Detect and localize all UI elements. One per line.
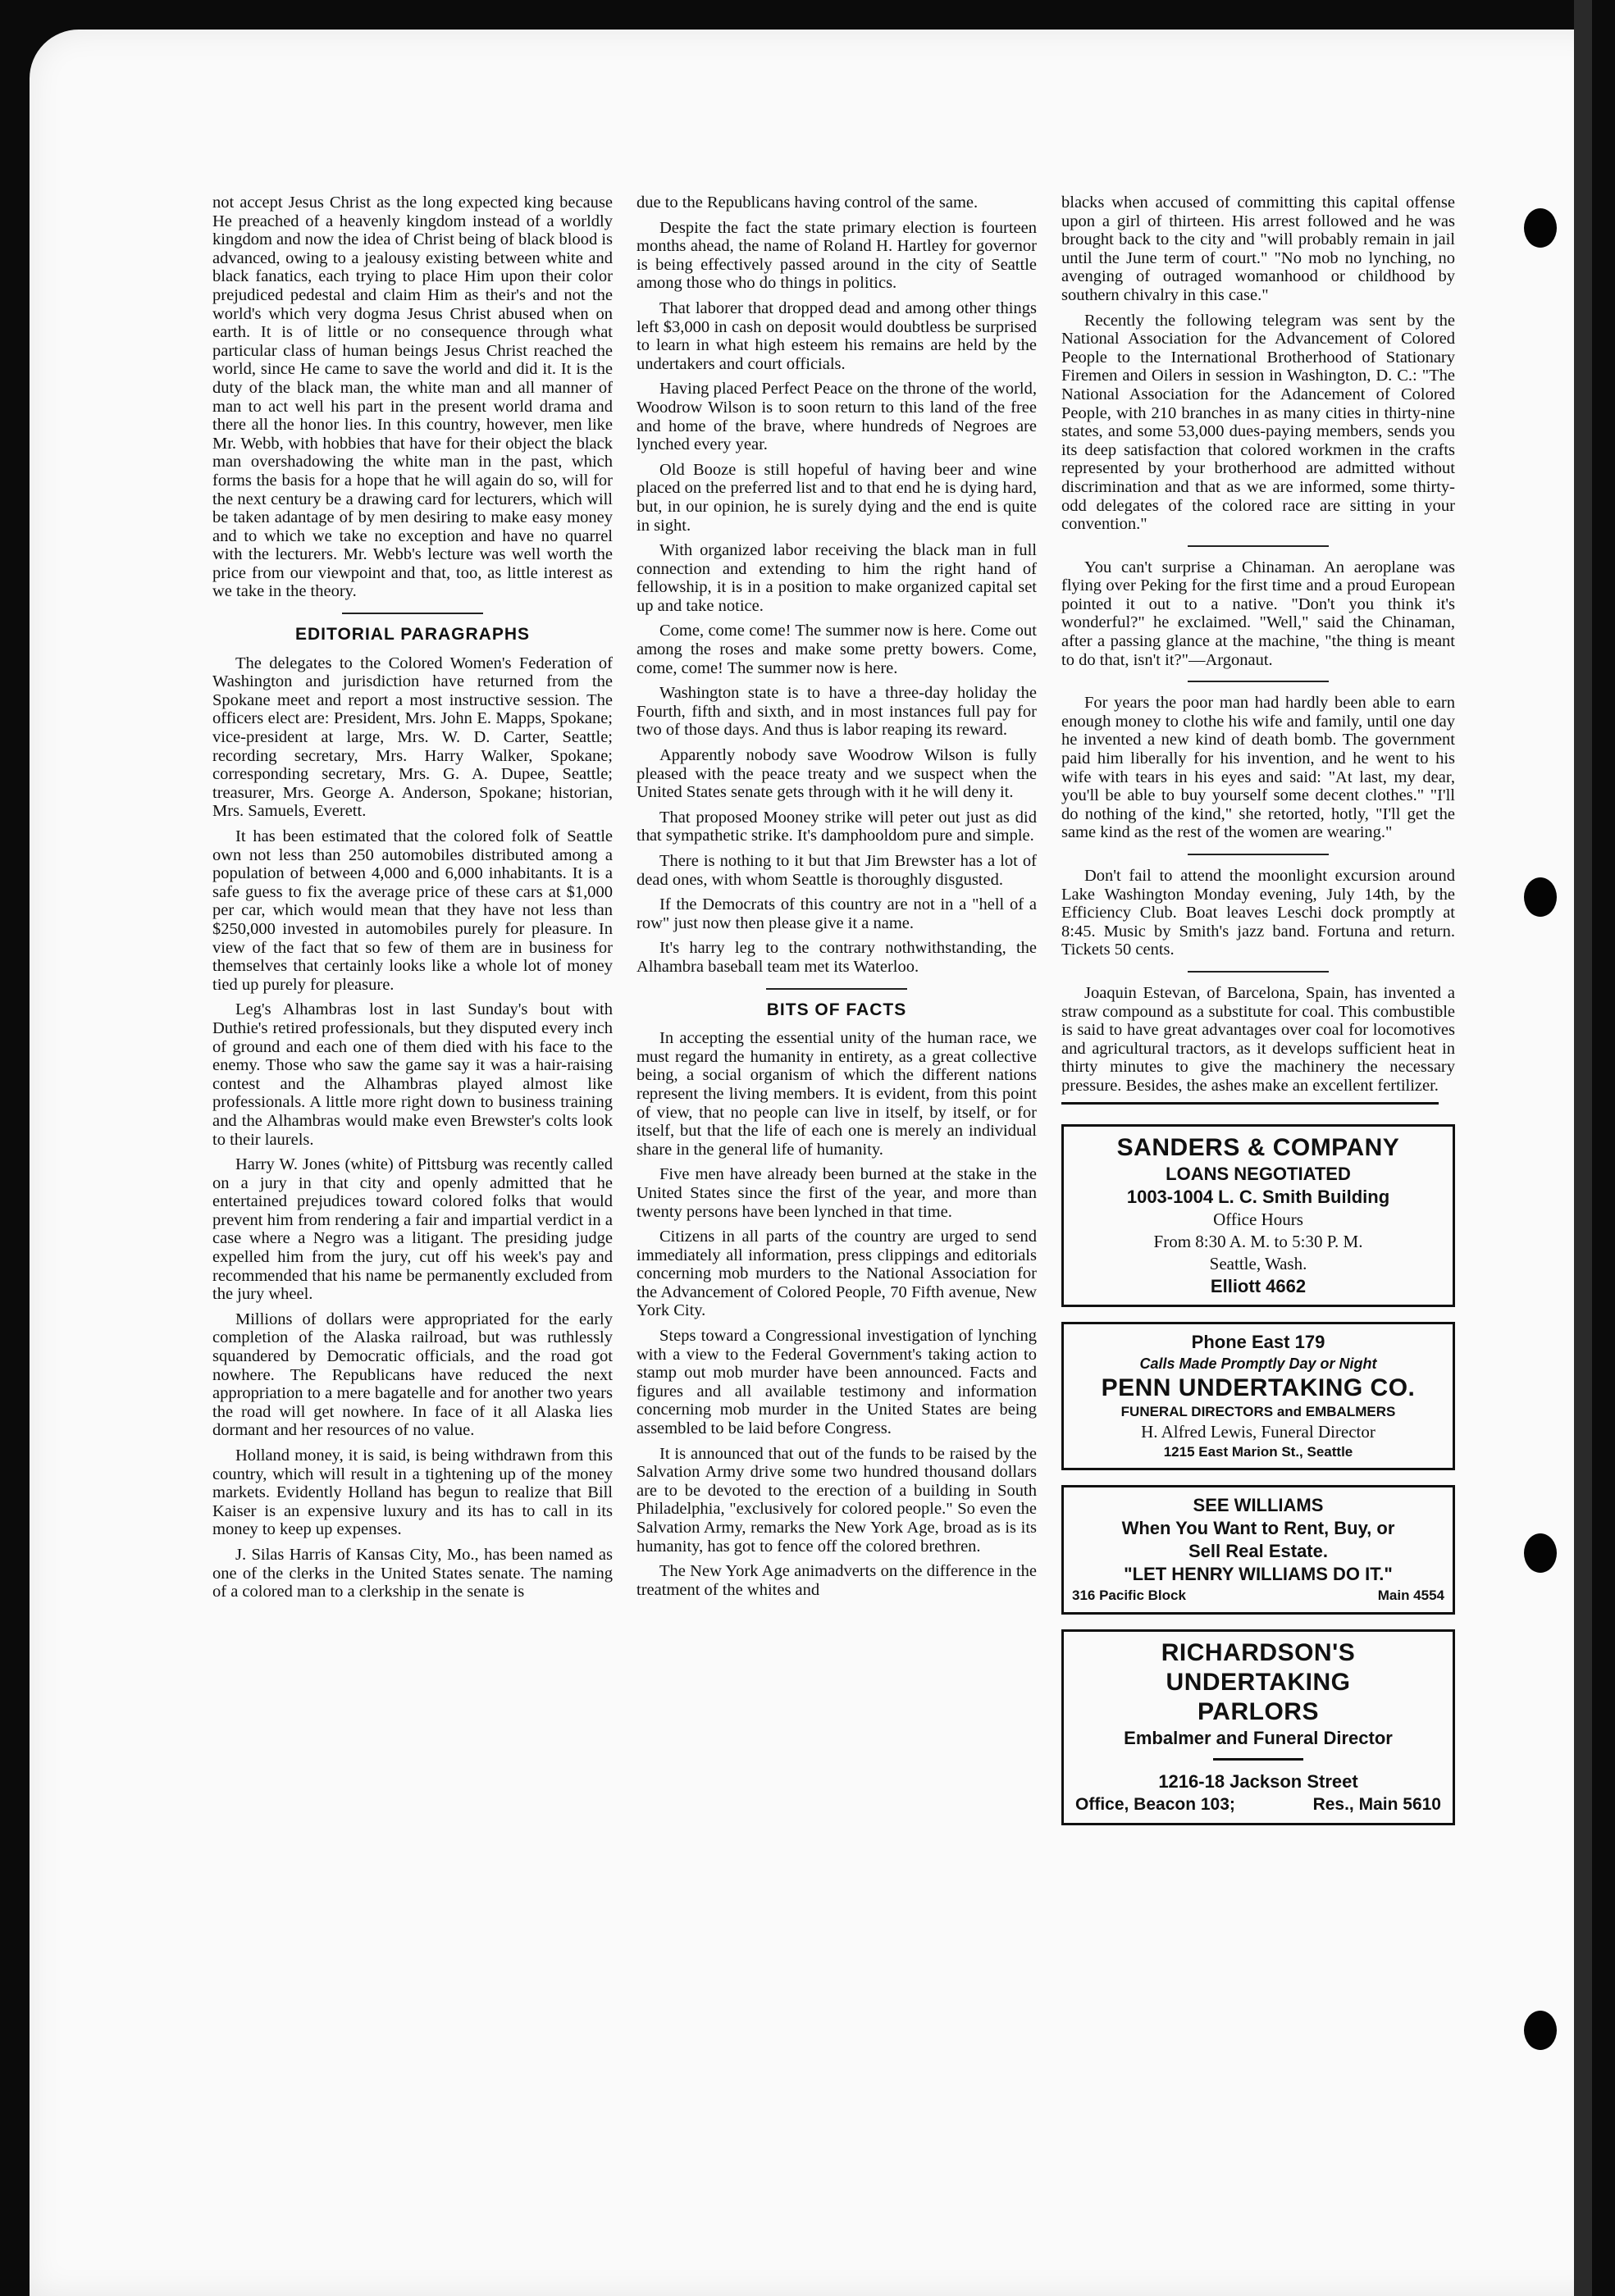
paragraph: It is announced that out of the funds to be raised by the Salvation Army drive some two hundred thousand dollars are to be devoted to the erection of a building in South Philadelphia, "exclusively for colored people." So even the Salvation Army, remarks the New York Age, broad as is its humanity, has got to fence off the colored brethren. xyxy=(636,1444,1037,1556)
ad-contact-row xyxy=(1072,1586,1444,1606)
ad-line: When You Want to Rent, Buy, or xyxy=(1121,1517,1395,1538)
paragraph: You can't surprise a Chinaman. An aeroplane was flying over Peking for the first time and a proud European pointed it out to a native. "Don't you think it's wonderful?" he exclaimed. "Well," said the Chinaman, after a passing glance at the machine, "the thing is meant to do that, isn't it?"—Argonaut. xyxy=(1061,558,1455,669)
ad-address: 1216-18 Jackson Street xyxy=(1158,1770,1358,1792)
ad-line: H. Alfred Lewis, Funeral Director xyxy=(1141,1421,1375,1442)
paragraph: Harry W. Jones (white) of Pittsburg was recently called on a jury in that city and openly admitted that he entertained prejudices toward colored folks that would prevent him from rendering a fair and impartial verdict in a case where a Negro was a litigant. The presiding judge expelled him from the jury, cut off his week's pay and recommended that his name be permanently excluded from the jury wheel. xyxy=(212,1155,613,1304)
column-3 xyxy=(1061,194,1455,1840)
ad-line: LOANS NEGOTIATED xyxy=(1166,1163,1351,1184)
scan-border xyxy=(1592,0,1615,2296)
paragraph: Having placed Perfect Peace on the throne of the world, Woodrow Wilson is to soon return to this land of the free and home of the brave, where hundreds of Negroes are lynched every year. xyxy=(636,380,1037,454)
ad-title: SANDERS & COMPANY xyxy=(1116,1133,1400,1161)
paragraph: Washington state is to have a three-day holiday the Fourth, fifth and sixth, and in most instances full pay for two of those days. And thus is labor reaping its reward. xyxy=(636,684,1037,740)
ad-title: SEE WILLIAMS xyxy=(1193,1494,1324,1515)
paragraph: Five men have already been burned at the stake in the United States since the first of the year, and more than twenty persons have been lynched in that time. xyxy=(636,1165,1037,1221)
col1-intro xyxy=(212,194,613,601)
ad-line: Embalmer and Funeral Director xyxy=(1124,1727,1393,1748)
paragraph: The delegates to the Colored Women's Federation of Washington and jurisdiction have returned from the Spokane meet and report a most instructive session. The officers elect are: President, Mrs. John E. Mapps, Spokane; vice-president at large, Mrs. W. D. Carter, Seattle; recording secretary, Mrs. Harry Walker, Spokane; corresponding secretary, Mrs. G. A. Dupee, Seattle; treasurer, Mrs. George A. Anderson, Spokane; historian, Mrs. Samuels, Everett. xyxy=(212,654,613,821)
ads-top-rule xyxy=(1061,1102,1439,1105)
ad-richardson-undertaking xyxy=(1061,1629,1455,1825)
ad-line: FUNERAL DIRECTORS and EMBALMERS xyxy=(1120,1403,1396,1419)
paragraph: J. Silas Harris of Kansas City, Mo., has been named as one of the clerks in the United States senate. The naming of a colored man to a clerkship in the senate is xyxy=(212,1545,613,1601)
paragraph: Millions of dollars were appropriated for the early completion of the Alaska railroad, but was ruthlessly squandered by Democratic officials, and the road got nowhere. The Republicans have reduced the next appropriation to a mere bagatelle and for another two years the road will get nowhere. In face of it all Alaska lies dormant and her resources of no value. xyxy=(212,1310,613,1440)
paragraph: not accept Jesus Christ as the long expected king because He preached of a heavenly kingdom instead of a worldly kingdom and now the idea of Christ being of black blood is advanced, owing to a jealousy existing between white and black fanatics, each trying to place Him upon their color prejudiced pedestal and claim Him as their's and not the world's which very dogma Jesus Christ abused when on earth. It is of little or no consequence through what particular class of human beings Jesus Christ reached the world, since He came to save the world and did it. It is the duty of the black man, the white man and all manner of man to act well his part in the present world drama and there all the honor lies. In this country, however, men like Mr. Webb, with hobbies that have for their object the black man overshadowing the white man in the past, which forms the basis for a hope that he will again do so, will for the next century be a drawing card for lecturers, which will be taken adantage of by men desiring to make easy money and to which we take no exception and have no quarrel with the lecturers. Mr. Webb's lecture was well worth the price from our viewpoint and that, too, as little interest as we take in the theory. xyxy=(212,194,613,601)
editorial-paragraphs-heading: EDITORIAL PARAGRAPHS xyxy=(294,625,531,645)
ad-title: RICHARDSON'S UNDERTAKING xyxy=(1161,1638,1356,1696)
paragraph: Apparently nobody save Woodrow Wilson is fully pleased with the peace treaty and we suspect when the United States senate gets through with it he will deny it. xyxy=(636,746,1037,802)
col2-top xyxy=(636,194,1037,977)
paragraph: Come, come come! The summer now is here. Come out among the roses and make some pretty bowers. Come, come, come! The summer now is here. xyxy=(636,622,1037,677)
col1-body xyxy=(212,654,613,1601)
page-edge xyxy=(1574,0,1592,2296)
ad-line: From 8:30 A. M. to 5:30 P. M. xyxy=(1153,1231,1363,1251)
separator-rule xyxy=(1188,545,1329,547)
column-1 xyxy=(212,194,613,1608)
binder-hole xyxy=(1524,1533,1557,1573)
ad-title: PARLORS xyxy=(1198,1697,1319,1725)
ad-line: Seattle, Wash. xyxy=(1209,1253,1307,1273)
newspaper-page xyxy=(30,30,1606,2296)
paragraph: Holland money, it is said, is being withdrawn from this country, which will result in a tightening up of the money markets. Evidently Holland has begun to realize that Bill Kaiser is an expensive luxury and its has to call in its money to keep up expenses. xyxy=(212,1446,613,1539)
paragraph: The New York Age animadverts on the difference in the treatment of the whites and xyxy=(636,1562,1037,1599)
separator-rule xyxy=(342,613,483,614)
separator-rule xyxy=(766,988,907,990)
ad-line: Office Hours xyxy=(1213,1209,1303,1229)
ad-title: PENN UNDERTAKING CO. xyxy=(1101,1374,1416,1401)
paragraph: In accepting the essential unity of the human race, we must regard the humanity in entirety, as a great collective being, a social organism of which the different nations represent the living members. It is evident, from this point of view, that no people can live in itself, by itself, or for itself, but that the life of each one is merely an individual share in the general life of humanity. xyxy=(636,1029,1037,1159)
column-2 xyxy=(636,194,1037,1606)
ad-phone: Elliott 4662 xyxy=(1210,1275,1307,1296)
paragraph: There is nothing to it but that Jim Brewster has a lot of dead ones, with whom Seattle is thoroughly disgusted. xyxy=(636,852,1037,889)
separator-rule xyxy=(1188,854,1329,855)
separator-rule xyxy=(1188,971,1329,973)
ad-address: 316 Pacific Block xyxy=(1072,1587,1186,1603)
ad-line: 1003-1004 L. C. Smith Building xyxy=(1126,1186,1390,1207)
paragraph: due to the Republicans having control of the same. xyxy=(636,194,979,212)
ad-penn-undertaking xyxy=(1061,1322,1455,1470)
ad-phone: Res., Main 5610 xyxy=(1312,1794,1441,1814)
ad-address: 1215 East Marion St., Seattle xyxy=(1163,1443,1353,1460)
binder-hole xyxy=(1524,2011,1557,2050)
paragraph: With organized labor receiving the black man in full connection and extending to him the right hand of fellowship, it is in a position to make organized capital set up and take notice. xyxy=(636,541,1037,615)
binder-hole xyxy=(1524,208,1557,248)
ad-contact-row xyxy=(1072,1793,1444,1816)
paragraph: If the Democrats of this country are not in a "hell of a row" just now then please give it a name. xyxy=(636,895,1037,932)
ad-sanders-company xyxy=(1061,1124,1455,1307)
paragraph: That laborer that dropped dead and among other things left $3,000 in cash on deposit would doubtless be surprised to learn in what high esteem his remains are held by the undertakers and court officials. xyxy=(636,298,1037,373)
ad-line: Calls Made Promptly Day or Night xyxy=(1139,1355,1377,1372)
paragraph: Recently the following telegram was sent by the National Association for the Advancement of Colored People to the International Brotherhood of Stationary Firemen and Oilers in session in Washington, D. C.: "The National Association for the Adancement of Colored People, with 210 branches in as many cities in thirty-nine states, and some 53,000 dues-paying members, sends you its deep satisfaction that colored workmen in the crafts represented by your brotherhood are admitted without discrimination and that as we are informed, some thirty-odd delegates of the colored race are sitting in your convention." xyxy=(1061,311,1455,534)
paragraph: Leg's Alhambras lost in last Sunday's bout with Duthie's retired professionals, but they disputed every inch of ground and each one of them died with his face to the enemy. Those who saw the game say it was a hair-raising contest and the Alhambras played almost like professionals. A little more right down to business training and the Alhambras would make even Brewster's colts look to their laurels. xyxy=(212,1000,613,1149)
ad-phone: Main 4554 xyxy=(1377,1587,1444,1603)
ad-see-williams xyxy=(1061,1485,1455,1615)
paragraph: For years the poor man had hardly been able to earn enough money to clothe his wife and family, until one day he invented a new kind of death bomb. The government paid him liberally for his invention, and he went to his wife with tears in his eyes and said: "At last, my dear, you'll be able to buy yourself some decent clothes." "I'll do nothing of the kind," she retorted, hotly, "I'll get the same kind as the rest of the women are wearing." xyxy=(1061,694,1455,842)
bits-of-facts-heading: BITS OF FACTS xyxy=(766,1000,907,1019)
separator-rule xyxy=(1188,681,1329,682)
binder-hole xyxy=(1524,877,1557,917)
paragraph: Steps toward a Congressional investigation of lynching with a view to the Federal Government's taking action to stamp out mob murder have been announced. Facts and figures and all available testimony and information concerning mob murder in the United States are being assembled to be laid before Congress. xyxy=(636,1327,1037,1438)
ad-phone: Office, Beacon 103; xyxy=(1075,1794,1235,1814)
paragraph: It's harry leg to the contrary nothwithstanding, the Alhambra baseball team met its Waterloo. xyxy=(636,939,1037,976)
paragraph: blacks when accused of committing this capital offense upon a girl of thirteen. His arrest followed and he was brought back to the city and "will probably remain in jail until the June term of court." "No mob no lynching, no avenging of outraged womanhood or childhood by southern chivalry in this case." xyxy=(1061,194,1455,304)
paragraph: Despite the fact the state primary election is fourteen months ahead, the name of Roland H. Hartley for governor is being effectively passed around in the city of Seattle among those who do things in politics. xyxy=(636,218,1037,293)
paragraph: That proposed Mooney strike will peter out just as did that sympathetic strike. It's damphooldom pure and simple. xyxy=(636,808,1037,845)
ad-phone: Phone East 179 xyxy=(1191,1331,1325,1352)
ad-slogan: "LET HENRY WILLIAMS DO IT." xyxy=(1124,1563,1393,1584)
paragraph: Joaquin Estevan, of Barcelona, Spain, has invented a straw compound as a substitute for coal. This combustible is said to have great advantages over coal for locomotives and agricultural tractors, as it develops sufficient heat in thirty minutes to give the machinery the necessary pressure. Besides, the ashes make an excellent fertilizer. xyxy=(1061,983,1455,1095)
paragraph: Don't fail to attend the moonlight excursion around Lake Washington Monday evening, July 14th, by the Efficiency Club. Boat leaves Leschi dock promptly at 8:45. Music by Smith's jazz band. Fortuna and return. Tickets 50 cents. xyxy=(1061,867,1455,959)
paragraph: Old Booze is still hopeful of having beer and wine placed on the preferred list and to that end he is dying hard, but, in our opinion, he is surely dying and the end is quite in sight. xyxy=(636,460,1037,535)
paragraph: Citizens in all parts of the country are urged to send immediately all information, press clippings and editorials concerning mob murders to the National Association for the Advancement of Colored People, 70 Fifth avenue, New York City. xyxy=(636,1228,1037,1320)
paragraph: It has been estimated that the colored folk of Seattle own not less than 250 automobiles distributed among a population of between 4,000 and 6,000 inhabitants. It is a safe guess to fix the average price of these cars at $1,000 per car, which would mean that they have not less than $250,000 invested in automobiles purely for pleasure. In view of the fact that so few of them are in business for themselves that certainly looks like a whole lot of money tied up purely for pleasure. xyxy=(212,827,613,994)
col2-bottom xyxy=(636,1029,1037,1599)
ad-rule xyxy=(1213,1758,1303,1761)
col3-body xyxy=(1061,194,1455,1096)
ad-line: Sell Real Estate. xyxy=(1188,1540,1328,1561)
